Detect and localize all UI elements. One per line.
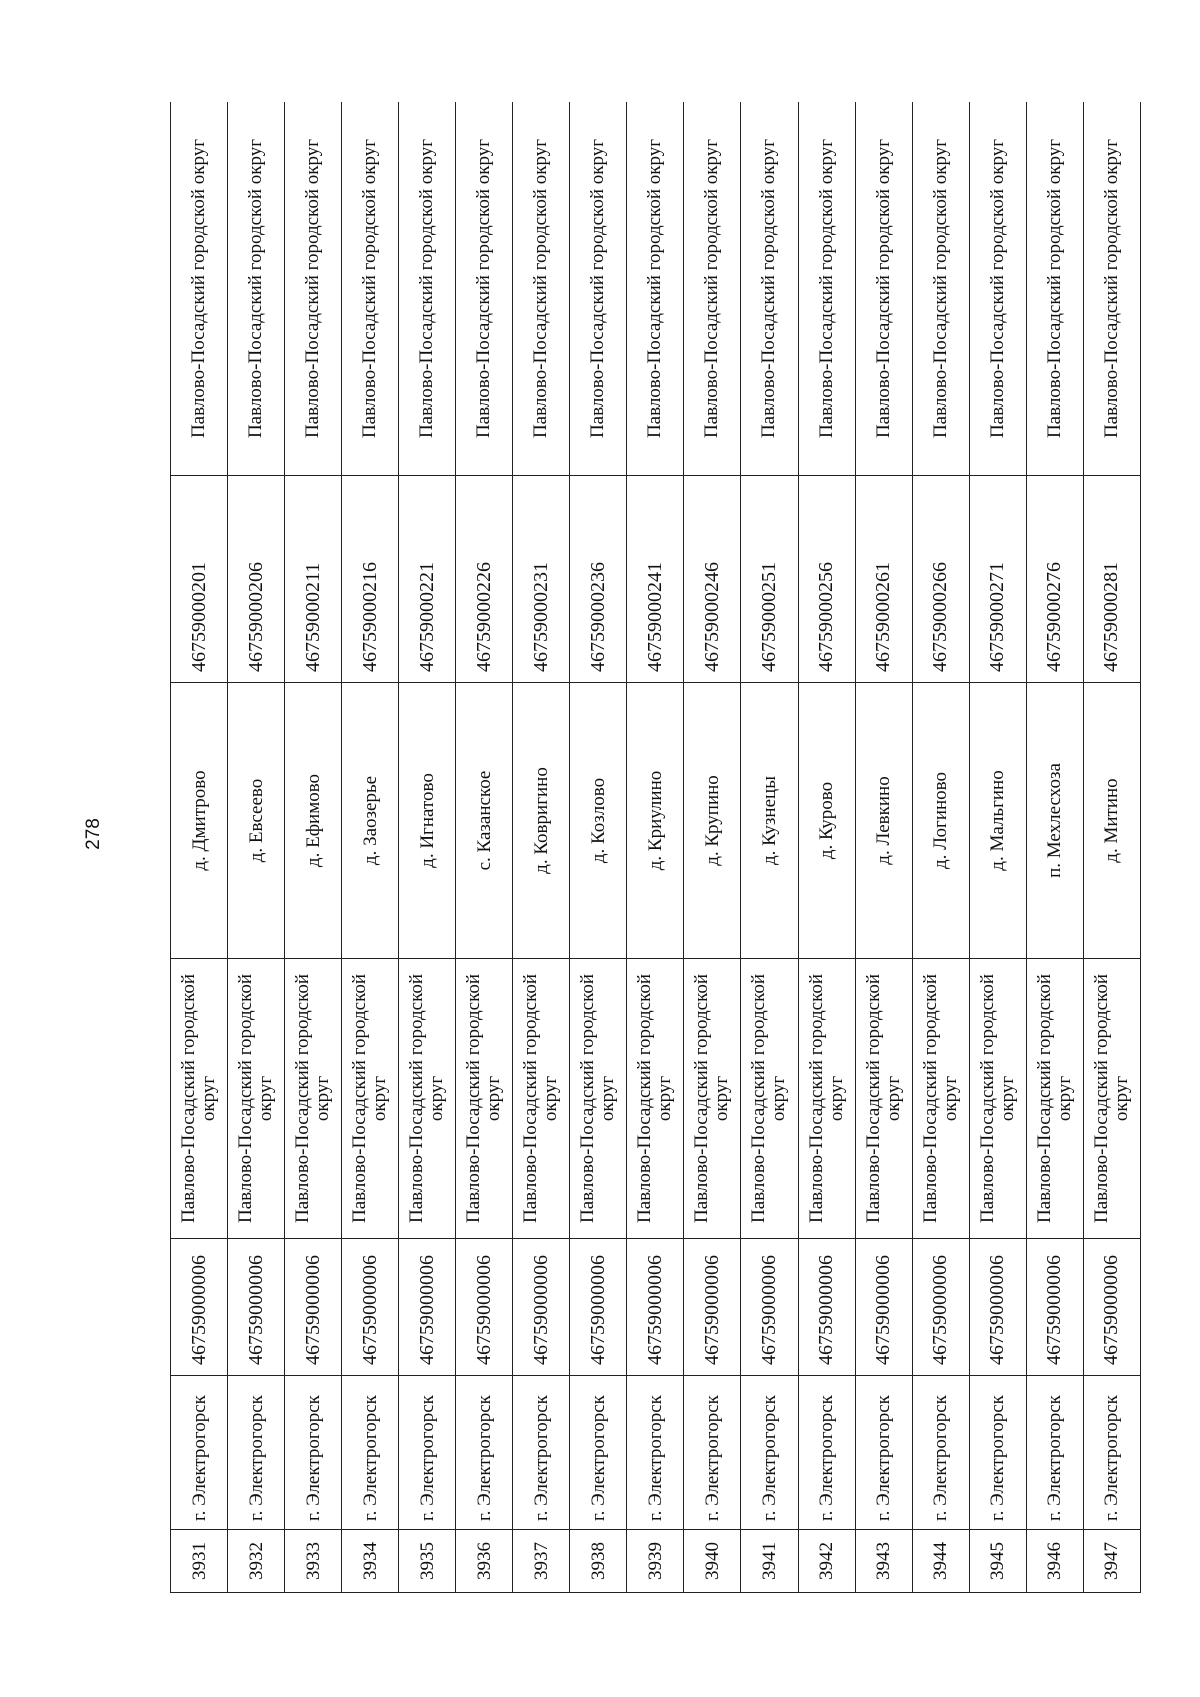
settlement-name: д. Евсеево bbox=[228, 683, 285, 959]
city-name: г. Электрогорск bbox=[684, 1376, 741, 1530]
row-number: 3937 bbox=[513, 1530, 570, 1593]
okrug-name-city: Павлово-Посадский городской округ bbox=[285, 959, 342, 1239]
okrug-name-city: Павлово-Посадский городской округ bbox=[1083, 959, 1140, 1239]
row-number: 3931 bbox=[171, 1530, 228, 1593]
city-name: г. Электрогорск bbox=[1083, 1376, 1140, 1530]
okrug-name-settlement: Павлово-Посадский городской округ bbox=[228, 102, 285, 476]
city-name: г. Электрогорск bbox=[171, 1376, 228, 1530]
oktmo-code-settlement: 46759000281 bbox=[1083, 476, 1140, 683]
table-row bbox=[627, 102, 684, 1593]
oktmo-code-settlement: 46759000276 bbox=[1026, 476, 1083, 683]
oktmo-code-settlement: 46759000271 bbox=[969, 476, 1026, 683]
okrug-name-city: Павлово-Посадский городской округ bbox=[741, 959, 798, 1239]
oktmo-code-city: 46759000006 bbox=[456, 1239, 513, 1376]
oktmo-code-settlement: 46759000261 bbox=[855, 476, 912, 683]
table-row bbox=[912, 102, 969, 1593]
city-name: г. Электрогорск bbox=[570, 1376, 627, 1530]
table-row bbox=[456, 102, 513, 1593]
okrug-name-city: Павлово-Посадский городской округ bbox=[399, 959, 456, 1239]
city-name: г. Электрогорск bbox=[1026, 1376, 1083, 1530]
oktmo-code-city: 46759000006 bbox=[1026, 1239, 1083, 1376]
settlement-name: п. Мехлесхоза bbox=[1026, 683, 1083, 959]
okrug-name-settlement: Павлово-Посадский городской округ bbox=[456, 102, 513, 476]
row-number: 3936 bbox=[456, 1530, 513, 1593]
okrug-name-city: Павлово-Посадский городской округ bbox=[342, 959, 399, 1239]
row-number: 3941 bbox=[741, 1530, 798, 1593]
table-row bbox=[741, 102, 798, 1593]
oktmo-code-settlement: 46759000211 bbox=[285, 476, 342, 683]
okrug-name-city: Павлово-Посадский городской округ bbox=[228, 959, 285, 1239]
oktmo-code-settlement: 46759000251 bbox=[741, 476, 798, 683]
table-row bbox=[1083, 102, 1140, 1593]
row-number: 3934 bbox=[342, 1530, 399, 1593]
row-number: 3943 bbox=[855, 1530, 912, 1593]
table-row bbox=[513, 102, 570, 1593]
row-number: 3944 bbox=[912, 1530, 969, 1593]
oktmo-code-settlement: 46759000266 bbox=[912, 476, 969, 683]
okrug-name-city: Павлово-Посадский городской округ bbox=[969, 959, 1026, 1239]
okrug-name-settlement: Павлово-Посадский городской округ bbox=[969, 102, 1026, 476]
city-name: г. Электрогорск bbox=[627, 1376, 684, 1530]
okrug-name-settlement: Павлово-Посадский городской округ bbox=[741, 102, 798, 476]
okrug-name-city: Павлово-Посадский городской округ bbox=[912, 959, 969, 1239]
settlement-name: д. Левкино bbox=[855, 683, 912, 959]
city-name: г. Электрогорск bbox=[855, 1376, 912, 1530]
settlement-name: д. Заозерье bbox=[342, 683, 399, 959]
settlement-name: д. Козлово bbox=[570, 683, 627, 959]
okrug-name-settlement: Павлово-Посадский городской округ bbox=[513, 102, 570, 476]
city-name: г. Электрогорск bbox=[969, 1376, 1026, 1530]
okrug-name-settlement: Павлово-Посадский городской округ bbox=[684, 102, 741, 476]
city-name: г. Электрогорск bbox=[228, 1376, 285, 1530]
table-row bbox=[855, 102, 912, 1593]
oktmo-code-settlement: 46759000256 bbox=[798, 476, 855, 683]
row-number: 3938 bbox=[570, 1530, 627, 1593]
city-name: г. Электрогорск bbox=[399, 1376, 456, 1530]
table-row bbox=[1026, 102, 1083, 1593]
city-name: г. Электрогорск bbox=[456, 1376, 513, 1530]
oktmo-code-city: 46759000006 bbox=[798, 1239, 855, 1376]
table-row bbox=[684, 102, 741, 1593]
table-row bbox=[798, 102, 855, 1593]
oktmo-code-city: 46759000006 bbox=[228, 1239, 285, 1376]
okrug-name-settlement: Павлово-Посадский городской округ bbox=[1083, 102, 1140, 476]
oktmo-code-city: 46759000006 bbox=[513, 1239, 570, 1376]
okrug-name-city: Павлово-Посадский городской округ bbox=[627, 959, 684, 1239]
oktmo-code-settlement: 46759000231 bbox=[513, 476, 570, 683]
okrug-name-settlement: Павлово-Посадский городской округ bbox=[342, 102, 399, 476]
city-name: г. Электрогорск bbox=[912, 1376, 969, 1530]
rotated-table-container bbox=[170, 102, 1141, 1593]
okrug-name-settlement: Павлово-Посадский городской округ bbox=[627, 102, 684, 476]
table-frame bbox=[170, 102, 1141, 1593]
oktmo-code-city: 46759000006 bbox=[342, 1239, 399, 1376]
okrug-name-settlement: Павлово-Посадский городской округ bbox=[798, 102, 855, 476]
page-number: 278 bbox=[83, 818, 104, 850]
oktmo-code-settlement: 46759000216 bbox=[342, 476, 399, 683]
city-name: г. Электрогорск bbox=[342, 1376, 399, 1530]
settlements-table bbox=[170, 102, 1141, 1593]
settlement-name: д. Митино bbox=[1083, 683, 1140, 959]
oktmo-code-settlement: 46759000236 bbox=[570, 476, 627, 683]
okrug-name-city: Павлово-Посадский городской округ bbox=[171, 959, 228, 1239]
okrug-name-settlement: Павлово-Посадский городской округ bbox=[171, 102, 228, 476]
oktmo-code-settlement: 46759000226 bbox=[456, 476, 513, 683]
row-number: 3933 bbox=[285, 1530, 342, 1593]
row-number: 3932 bbox=[228, 1530, 285, 1593]
row-number: 3942 bbox=[798, 1530, 855, 1593]
city-name: г. Электрогорск bbox=[798, 1376, 855, 1530]
oktmo-code-settlement: 46759000246 bbox=[684, 476, 741, 683]
settlement-name: д. Дмитрово bbox=[171, 683, 228, 959]
okrug-name-settlement: Павлово-Посадский городской округ bbox=[855, 102, 912, 476]
oktmo-code-city: 46759000006 bbox=[684, 1239, 741, 1376]
settlement-name: д. Кузнецы bbox=[741, 683, 798, 959]
okrug-name-settlement: Павлово-Посадский городской округ bbox=[912, 102, 969, 476]
oktmo-code-city: 46759000006 bbox=[171, 1239, 228, 1376]
oktmo-code-city: 46759000006 bbox=[912, 1239, 969, 1376]
row-number: 3945 bbox=[969, 1530, 1026, 1593]
city-name: г. Электрогорск bbox=[285, 1376, 342, 1530]
table-row bbox=[228, 102, 285, 1593]
oktmo-code-city: 46759000006 bbox=[570, 1239, 627, 1376]
okrug-name-city: Павлово-Посадский городской округ bbox=[684, 959, 741, 1239]
settlement-name: д. Логиново bbox=[912, 683, 969, 959]
okrug-name-settlement: Павлово-Посадский городской округ bbox=[1026, 102, 1083, 476]
oktmo-code-city: 46759000006 bbox=[855, 1239, 912, 1376]
okrug-name-settlement: Павлово-Посадский городской округ bbox=[570, 102, 627, 476]
settlement-name: д. Ефимово bbox=[285, 683, 342, 959]
row-number: 3940 bbox=[684, 1530, 741, 1593]
okrug-name-city: Павлово-Посадский городской округ bbox=[456, 959, 513, 1239]
oktmo-code-city: 46759000006 bbox=[1083, 1239, 1140, 1376]
okrug-name-settlement: Павлово-Посадский городской округ bbox=[399, 102, 456, 476]
table-body bbox=[171, 102, 1141, 1593]
oktmo-code-city: 46759000006 bbox=[627, 1239, 684, 1376]
row-number: 3947 bbox=[1083, 1530, 1140, 1593]
row-number: 3946 bbox=[1026, 1530, 1083, 1593]
oktmo-code-settlement: 46759000221 bbox=[399, 476, 456, 683]
oktmo-code-city: 46759000006 bbox=[969, 1239, 1026, 1376]
oktmo-code-settlement: 46759000206 bbox=[228, 476, 285, 683]
settlement-name: д. Крупино bbox=[684, 683, 741, 959]
table-row bbox=[969, 102, 1026, 1593]
table-row bbox=[399, 102, 456, 1593]
okrug-name-city: Павлово-Посадский городской округ bbox=[513, 959, 570, 1239]
oktmo-code-city: 46759000006 bbox=[285, 1239, 342, 1376]
settlement-name: д. Ковригино bbox=[513, 683, 570, 959]
settlement-name: с. Казанское bbox=[456, 683, 513, 959]
okrug-name-city: Павлово-Посадский городской округ bbox=[1026, 959, 1083, 1239]
okrug-name-city: Павлово-Посадский городской округ bbox=[570, 959, 627, 1239]
table-row bbox=[570, 102, 627, 1593]
okrug-name-city: Павлово-Посадский городской округ bbox=[798, 959, 855, 1239]
oktmo-code-settlement: 46759000201 bbox=[171, 476, 228, 683]
city-name: г. Электрогорск bbox=[513, 1376, 570, 1530]
settlement-name: д. Мальгино bbox=[969, 683, 1026, 959]
city-name: г. Электрогорск bbox=[741, 1376, 798, 1530]
settlement-name: д. Курово bbox=[798, 683, 855, 959]
oktmo-code-settlement: 46759000241 bbox=[627, 476, 684, 683]
settlement-name: д. Игнатово bbox=[399, 683, 456, 959]
okrug-name-city: Павлово-Посадский городской округ bbox=[855, 959, 912, 1239]
oktmo-code-city: 46759000006 bbox=[399, 1239, 456, 1376]
settlement-name: д. Криулино bbox=[627, 683, 684, 959]
oktmo-code-city: 46759000006 bbox=[741, 1239, 798, 1376]
table-row bbox=[342, 102, 399, 1593]
row-number: 3935 bbox=[399, 1530, 456, 1593]
row-number: 3939 bbox=[627, 1530, 684, 1593]
okrug-name-settlement: Павлово-Посадский городской округ bbox=[285, 102, 342, 476]
table-row bbox=[171, 102, 228, 1593]
table-row bbox=[285, 102, 342, 1593]
